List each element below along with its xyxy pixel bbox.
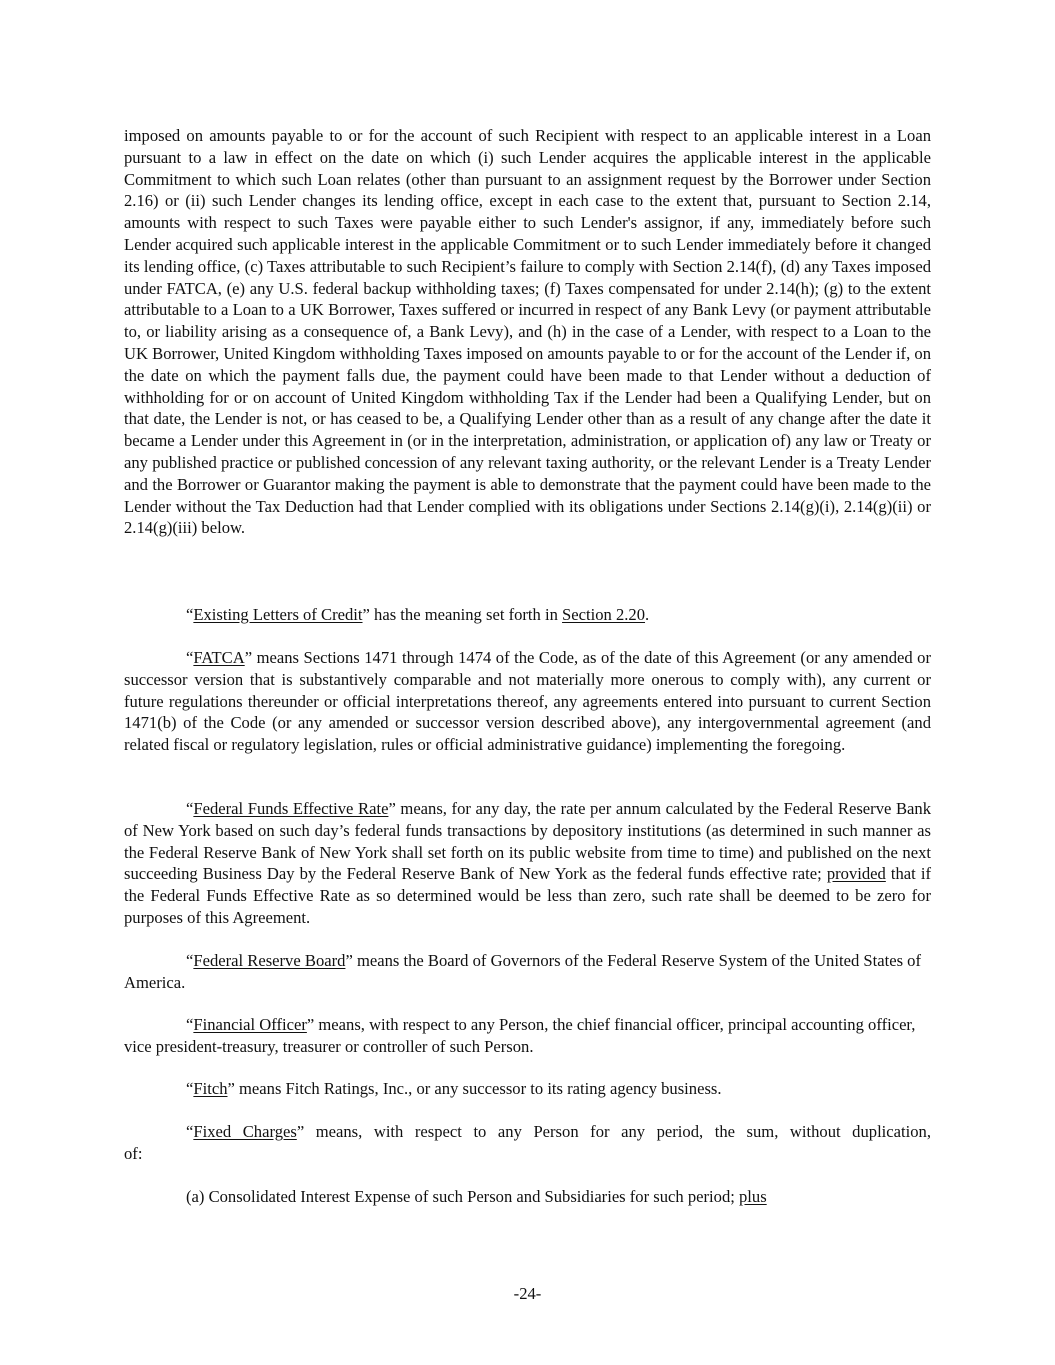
clause-a: (a) Consolidated Interest Expense of such Person and Subsidiaries for such period; plus [186, 1187, 767, 1206]
definition-fixed-charges-continuation: of: [124, 1144, 143, 1163]
section-reference: Section 2.20 [562, 605, 646, 624]
proviso-word: provided [826, 864, 886, 884]
defined-term: Financial Officer [193, 1015, 307, 1034]
defined-term: FATCA [193, 648, 245, 667]
defined-term: Federal Reserve Board [193, 951, 346, 970]
defined-term: Existing Letters of Credit [193, 605, 363, 624]
definition-existing-letters-of-credit: “Existing Letters of Credit” has the meaning set forth in Section 2.20. [186, 605, 650, 624]
definition-federal-reserve-board: “Federal Reserve Board” means the Board of Governors of the Federal Reserve System of the United States of America. [124, 951, 921, 992]
defined-term: Fixed Charges [193, 1122, 297, 1141]
definition-fatca: “FATCA” means Sections 1471 through 1474 of the Code, as of the date of this Agreement (or any amended or successor version that is substantively comparable and not materially more onerous to comply with), any current or future regulations thereunder or official interpretations thereof, any agreements entered into pursuant to current Section 1471(b) of the Code (or any amended or successor version described above), any intergovernmental agreement (and related fiscal or regulatory legislation, rules or official administrative guidance) implementing the foregoing. [124, 648, 931, 755]
continuation-paragraph: imposed on amounts payable to or for the account of such Recipient with respect to an applicable interest in a Loan pursuant to a law in effect on the date on which (i) such Lender acquires the applicable interest in the applicable Commitment to which such Loan relates (other than pursuant to an assignment request by the Borrower under Section 2.16) or (ii) such Lender changes its lending office, except in each case to the extent that, pursuant to Section 2.14, amounts with respect to such Taxes were payable either to such Lender's assignor, if any, immediately before such Lender acquired such applicable interest in the applicable Commitment or to such Lender immediately before it changed its lending office, (c) Taxes attributable to such Recipient’s failure to comply with Section 2.14(f), (d) any Taxes imposed under FATCA, (e) any U.S. federal backup withholding taxes; (f) Taxes compensated for under 2.14(h); (g) to the extent attributable to a Loan to a UK Borrower, Taxes suffered or incurred in respect of any Bank Levy (or payment attributable to, or liability arising as a consequence of, a Bank Levy), and (h) in the case of a Lender, with respect to a Loan to the UK Borrower, United Kingdom withholding Taxes imposed on amounts payable to or for the account of the Lender if, on the date on which the payment falls due, the payment could have been made to that Lender without a deduction of withholding for or on account of United Kingdom withholding Tax if the Lender had been a Qualifying Lender, but on that date, the Lender is not, or has ceased to be, a Qualifying Lender other than as a result of any change after the date it became a Lender under this Agreement in (or in the interpretation, administration, or application of) any law or Treaty or any published practice or published concession of any relevant taxing authority, or the relevant Lender is a Treaty Lender and the Borrower or Guarantor making the payment is able to demonstrate that the payment could have been made to the Lender without the Tax Deduction had that Lender complied with its obligations under Sections 2.14(g)(i), 2.14(g)(ii) or 2.14(g)(iii) below. [124, 126, 931, 538]
definition-fixed-charges: “Fixed Charges” means, with respect to any Person for any period, the sum, without duplication, [186, 1122, 931, 1141]
defined-term: Federal Funds Effective Rate [193, 799, 389, 818]
page-number: -24- [513, 1284, 542, 1303]
definition-federal-funds-effective-rate: “Federal Funds Effective Rate” means, for any day, the rate per annum calculated by the Federal Reserve Bank of New York based on such day’s federal funds transactions by depository institutions (as determined in such manner as the Federal Reserve Bank of New York shall set forth on its public website from time to time) and published on the next succeeding Business Day by the Federal Reserve Bank of New York as the federal funds effective rate; provided that if the Federal Funds Effective Rate as so determined would be less than zero, such rate shall be deemed to be zero for purposes of this Agreement. [124, 799, 931, 927]
conjunction-word: plus [739, 1187, 767, 1206]
definition-fitch: “Fitch” means Fitch Ratings, Inc., or any successor to its rating agency business. [186, 1079, 722, 1098]
defined-term: Fitch [193, 1079, 228, 1098]
definition-financial-officer: “Financial Officer” means, with respect to any Person, the chief financial officer, principal accounting officer, vice president-treasury, treasurer or controller of such Person. [124, 1015, 916, 1056]
